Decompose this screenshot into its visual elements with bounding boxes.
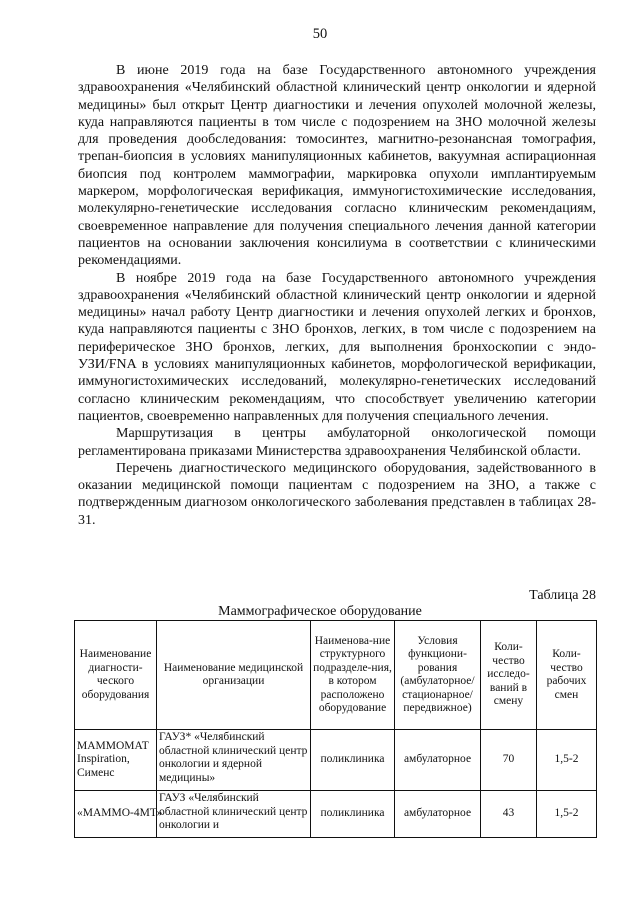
cell-shifts: 1,5-2 — [537, 791, 597, 838]
table-row — [75, 730, 597, 791]
table-label: Таблица 28 — [529, 588, 596, 603]
cell-unit: поликлиника — [311, 730, 395, 791]
header-per-shift: Коли-чество исследо-ваний в смену — [481, 621, 537, 730]
table-header-row — [75, 621, 597, 730]
table-title: Маммографическое оборудование — [218, 604, 422, 619]
cell-organization: ГАУЗ «Челябинский областной клинический центр онкологии и — [157, 791, 311, 838]
header-shifts: Коли-чество рабочих смен — [537, 621, 597, 730]
paragraph-breast-center: В июне 2019 года на базе Государственного автономного учреждения здравоохранения «Челябинский областной клинический центр онкологии и ядерной медицины» был открыт Центр диагностики и лечения опухолей молочной железы, куда направляются пациенты в том числе с подозрением на ЗНО молочной железы для проведения дообследования: томосинтез, магнитно-резонансная томография, трепан-биопсия в условиях манипуляционных кабинетов, вакуумная аспирационная биопсия под контролем маммографии, маркировка опухоли имплантируемым маркером, морфологическая верификация, иммуногистохимические исследования, молекулярно-генетические исследования согласно клиническим рекомендациям, своевременное направление для получения специального лечения данной категории пациентов на основании заключения консилиума в соответствии с клиническими рекомендациями. — [78, 63, 596, 269]
mammography-equipment-table — [74, 620, 597, 838]
paragraph-lung-center: В ноябре 2019 года на базе Государственного автономного учреждения здравоохранения «Челябинский областной клинический центр онкологии и ядерной медицины» начал работу Центр диагностики и лечения опухолей легких и бронхов, куда направляются пациенты с ЗНО бронхов, легких, в том числе с подозрением на периферическое ЗНО бронхов, легких, для выполнения бронхоскопии с эндо-УЗИ/FNA в условиях манипуляционных кабинетов, морфологической верификации, иммуногистохимических исследований, молекулярно-генетических исследований согласно клиническим рекомендациям, что способствует увеличению категории пациентов, своевременно направленных для получения специального лечения. — [78, 270, 596, 424]
paragraph-equipment-list: Перечень диагностического медицинского оборудования, задействованного в оказании медицинской помощи пациентам с подозрением на ЗНО, а также с подтвержденным диагнозом онкологического заболевания представлен в таблицах 28-31. — [78, 460, 596, 528]
header-organization: Наименование медицинской организации — [157, 621, 311, 730]
page-number: 50 — [312, 26, 328, 42]
header-equipment: Наименование диагности-ческого оборудования — [75, 621, 157, 730]
cell-conditions: амбулаторное — [395, 791, 481, 838]
cell-conditions: амбулаторное — [395, 730, 481, 791]
cell-shifts: 1,5-2 — [537, 730, 597, 791]
cell-equipment: МАММОМАТ Inspiration, Сименс — [75, 730, 157, 791]
cell-per-shift: 70 — [481, 730, 537, 791]
header-unit: Наименова-ние структурного подразделе-ния, в котором расположено оборудование — [311, 621, 395, 730]
cell-organization: ГАУЗ* «Челябинский областной клинический центр онкологии и ядерной медицины» — [157, 730, 311, 791]
cell-equipment: «МАММО-4МТ» — [75, 791, 157, 838]
cell-unit: поликлиника — [311, 791, 395, 838]
header-conditions: Условия функциони-рования (амбулаторное/ стационарное/ передвижное) — [395, 621, 481, 730]
cell-per-shift: 43 — [481, 791, 537, 838]
paragraph-routing: Маршрутизация в центры амбулаторной онкологической помощи регламентирована приказами Министерства здравоохранения Челябинской области. — [78, 426, 596, 459]
body-text — [78, 62, 596, 529]
table-row — [75, 791, 597, 838]
